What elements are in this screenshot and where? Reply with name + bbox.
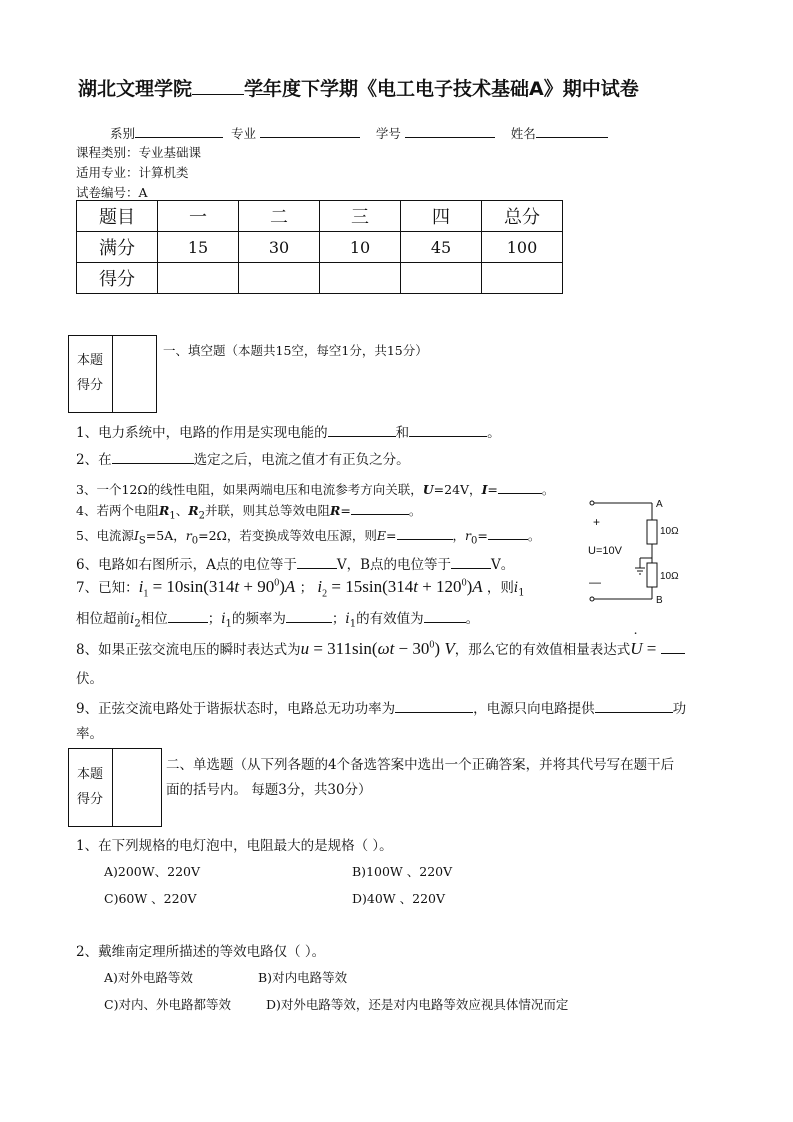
answer-blank[interactable] xyxy=(297,556,337,569)
applicable-major: 适用专业：计算机类 xyxy=(76,165,189,180)
fill-question-7: 7、已知：$i_1 = 10\sin(314t + 90^0)A$ ； $i_2 = 15\sin(314t + 120^0)A$ ，则$i_1$ xyxy=(76,577,525,600)
score-table xyxy=(76,200,563,294)
option-a[interactable]: A)200W、220V xyxy=(104,864,200,879)
score-cell: 15 xyxy=(158,232,239,263)
page-title xyxy=(78,74,639,101)
answer-blank[interactable] xyxy=(451,556,491,569)
answer-blank[interactable] xyxy=(661,641,685,654)
answer-blank[interactable] xyxy=(595,700,673,713)
resistor-2-label: 10Ω xyxy=(660,571,679,582)
row-label: 得分 xyxy=(77,263,158,294)
plus-sign: + xyxy=(593,515,601,529)
score-input-cell[interactable] xyxy=(239,263,320,294)
answer-blank[interactable] xyxy=(409,424,487,437)
section1-score-box xyxy=(68,335,157,413)
course-type: 课程类别：专业基础课 xyxy=(76,145,202,160)
minus-sign: — xyxy=(589,575,601,589)
paper-code: 试卷编号：A xyxy=(76,185,148,200)
resistor-1 xyxy=(647,520,657,544)
section1-heading: 一、填空题（本题共15空，每空1分，共15分） xyxy=(163,343,428,358)
exam-title: 学年度下学期《电工电子技术基础A》期中试卷 xyxy=(244,78,639,100)
terminal-a xyxy=(590,501,594,505)
title-underline-mark xyxy=(256,94,270,95)
option-c[interactable]: C)60W 、220V xyxy=(104,891,197,906)
header-cell: 总分 xyxy=(482,201,563,232)
score-input-cell[interactable] xyxy=(320,263,401,294)
fill-question-9: 9、正弦交流电路处于谐振状态时，电路总无功功率为 ，电源只向电路提供 功 xyxy=(76,701,687,717)
header-cell: 四 xyxy=(401,201,482,232)
fill-question-7-cont: 相位超前$i_2$相位 ；$i_1$的频率为 ；$i_1$的有效值为 。 xyxy=(76,611,480,630)
answer-blank[interactable] xyxy=(395,700,473,713)
row-label: 满分 xyxy=(77,232,158,263)
fill-question-5: 5、电流源$I_S=5A$，$r_0=2\Omega$，若变换成等效电压源，则E= ，$r_0=$ 。 xyxy=(76,528,541,547)
answer-blank[interactable] xyxy=(397,527,453,540)
score-box-label: 本题 xyxy=(77,767,104,782)
terminal-b xyxy=(590,597,594,601)
student-id-field[interactable] xyxy=(405,125,495,138)
fill-question-8-cont: 伏。 xyxy=(76,671,103,687)
year-blank[interactable] xyxy=(192,80,244,95)
option-b[interactable]: B)100W 、220V xyxy=(352,864,453,879)
answer-blank[interactable] xyxy=(424,610,466,623)
answer-blank[interactable] xyxy=(488,527,528,540)
fill-question-1: 1、电力系统中，电路的作用是实现电能的 和 。 xyxy=(76,425,501,441)
dept-field[interactable] xyxy=(135,125,223,138)
score-cell: 30 xyxy=(239,232,320,263)
node-label-b: B xyxy=(656,595,663,606)
got-score-row xyxy=(77,263,563,294)
answer-blank[interactable] xyxy=(351,502,409,515)
fill-question-2: 2、在 选定之后，电流之值才有正负之分。 xyxy=(76,452,410,468)
voltage-label: U=10V xyxy=(588,545,622,557)
name-label: 姓名 xyxy=(510,126,536,141)
answer-blank[interactable] xyxy=(168,610,208,623)
option-d[interactable]: D)对外电路等效，还是对内电路等效应视具体情况而定 xyxy=(266,997,569,1012)
section2-score-label-cell xyxy=(69,749,113,826)
answer-blank[interactable] xyxy=(112,451,194,464)
dept-label: 系别 xyxy=(110,126,136,141)
fill-question-4: 4、若两个电阻$R_1$、$R_2$并联，则其总等效电阻R= 。 xyxy=(76,503,422,522)
header-cell: 二 xyxy=(239,201,320,232)
section2-heading-cont: 面的括号内。 每题3分，共30分） xyxy=(166,782,372,798)
node-label-a: A xyxy=(656,499,663,510)
choice-question-1: 1、在下列规格的电灯泡中，电阻最大的是规格（ ）。 xyxy=(76,838,393,854)
score-cell: 10 xyxy=(320,232,401,263)
option-c[interactable]: C)对内、外电路都等效 xyxy=(104,997,231,1012)
header-cell: 一 xyxy=(158,201,239,232)
resistor-1-label: 10Ω xyxy=(660,526,679,537)
score-input-cell[interactable] xyxy=(482,263,563,294)
full-score-row xyxy=(77,232,563,263)
answer-blank[interactable] xyxy=(498,481,542,494)
resistor-2 xyxy=(647,563,657,587)
student-id-label: 学号 xyxy=(375,126,401,141)
table-header-row xyxy=(77,201,563,232)
answer-blank[interactable] xyxy=(286,610,332,623)
score-input-cell[interactable] xyxy=(158,263,239,294)
section2-heading: 二、单选题（从下列各题的4个备选答案中选出一个正确答案，并将其代号写在题干后 xyxy=(166,757,675,773)
header-cell: 三 xyxy=(320,201,401,232)
fill-question-6: 6、电路如右图所示，A点的电位等于 V，B点的电位等于 V。 xyxy=(76,557,515,573)
fill-question-8: 8、如果正弦交流电压的瞬时表达式为$u = 311\sin(\omega t - 30^0)$ V，那么它的有效值相量表达式 · U = xyxy=(76,638,685,659)
score-cell: 100 xyxy=(482,232,563,263)
choice-question-2: 2、戴维南定理所描述的等效电路仅（ ）。 xyxy=(76,944,326,960)
score-box-label: 本题 xyxy=(77,353,104,368)
header-cell: 题目 xyxy=(77,201,158,232)
major-label: 专业 xyxy=(230,126,256,141)
section1-score-label-cell xyxy=(69,336,113,412)
score-cell: 45 xyxy=(401,232,482,263)
fill-question-3: 3、一个12Ω的线性电阻，如果两端电压和电流参考方向关联，U=24V，I= 。 xyxy=(76,482,555,497)
option-b[interactable]: B)对内电路等效 xyxy=(258,970,348,985)
score-box-label: 得分 xyxy=(77,792,104,807)
answer-blank[interactable] xyxy=(328,424,396,437)
student-info-row xyxy=(110,124,608,142)
score-box-label: 得分 xyxy=(77,378,104,393)
school-name: 湖北文理学院 xyxy=(78,78,193,100)
score-input-cell[interactable] xyxy=(401,263,482,294)
fill-question-9-cont: 率。 xyxy=(76,726,103,742)
option-d[interactable]: D)40W 、220V xyxy=(352,891,446,906)
option-a[interactable]: A)对外电路等效 xyxy=(104,970,193,985)
major-field[interactable] xyxy=(260,125,360,138)
section2-score-box xyxy=(68,748,162,827)
name-field[interactable] xyxy=(536,125,608,138)
